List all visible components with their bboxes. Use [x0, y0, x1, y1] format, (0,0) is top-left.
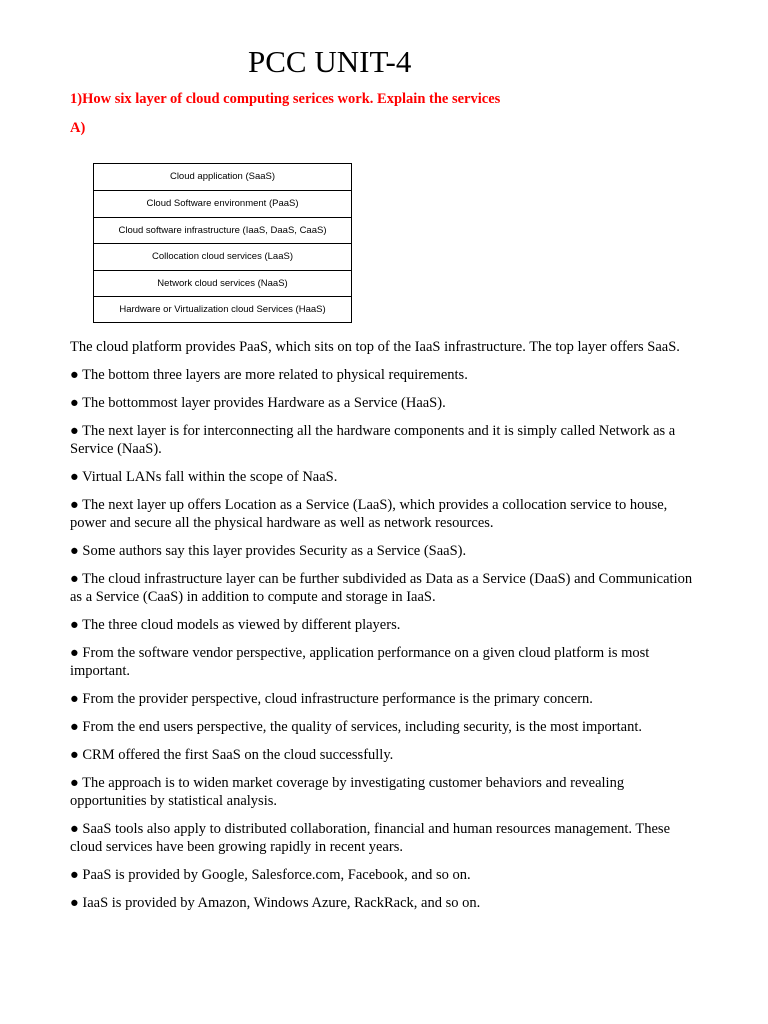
- page-title: PCC UNIT-4: [248, 44, 412, 79]
- bullet-item: ● The cloud infrastructure layer can be further subdivided as Data as a Service (DaaS) and Communication as a Service (CaaS) in addition to compute and storage in IaaS.: [70, 571, 693, 605]
- bullet-item: ● PaaS is provided by Google, Salesforce.com, Facebook, and so on.: [70, 867, 471, 883]
- layer-row: Collocation cloud services (LaaS): [94, 243, 351, 269]
- bullet-item: ● The next layer up offers Location as a Service (LaaS), which provides a collocation service to house, power and secure all the physical hardware as well as network resources.: [70, 497, 668, 531]
- layer-row: Cloud application (SaaS): [169, 171, 276, 182]
- bullet-item: ● The three cloud models as viewed by different players.: [70, 617, 401, 633]
- bullet-item: ● From the end users perspective, the quality of services, including security, is the most important.: [70, 719, 642, 735]
- bullet-item: ● CRM offered the first SaaS on the cloud successfully.: [70, 747, 394, 763]
- bullet-item: ● The approach is to widen market coverage by investigating customer behaviors and revealing opportunities by statistical analysis.: [70, 775, 625, 809]
- bullet-item: ● The bottom three layers are more related to physical requirements.: [70, 367, 468, 383]
- answer-label: A): [70, 120, 86, 136]
- bullet-item: ● IaaS is provided by Amazon, Windows Azure, RackRack, and so on.: [70, 895, 481, 911]
- bullet-item: ● The next layer is for interconnecting all the hardware components and it is simply called Network as a Service (NaaS).: [70, 423, 676, 457]
- body-text: [70, 338, 700, 922]
- layer-row: Network cloud services (NaaS): [94, 270, 351, 296]
- layer-row: Cloud software infrastructure (IaaS, DaaS, CaaS): [94, 217, 351, 243]
- cloud-layers-diagram: [93, 163, 352, 323]
- bullet-item: ● From the software vendor perspective, application performance on a given cloud platform is most important.: [70, 645, 650, 679]
- bullet-item: ● Virtual LANs fall within the scope of NaaS.: [70, 469, 338, 485]
- question-heading: 1)How six layer of cloud computing serices work. Explain the services: [70, 91, 501, 107]
- bullet-item: ● The bottommost layer provides Hardware as a Service (HaaS).: [70, 395, 446, 411]
- bullet-item: ● From the provider perspective, cloud infrastructure performance is the primary concern.: [70, 691, 593, 707]
- bullet-item: ● Some authors say this layer provides Security as a Service (SaaS).: [70, 543, 467, 559]
- layer-row: Cloud Software environment (PaaS): [94, 190, 351, 216]
- bullet-item: ● SaaS tools also apply to distributed collaboration, financial and human resources management. These cloud services have been growing rapidly in recent years.: [70, 821, 671, 855]
- layer-row: Hardware or Virtualization cloud Services (HaaS): [94, 296, 351, 322]
- paragraph: The cloud platform provides PaaS, which sits on top of the IaaS infrastructure. The top layer offers SaaS.: [70, 339, 680, 355]
